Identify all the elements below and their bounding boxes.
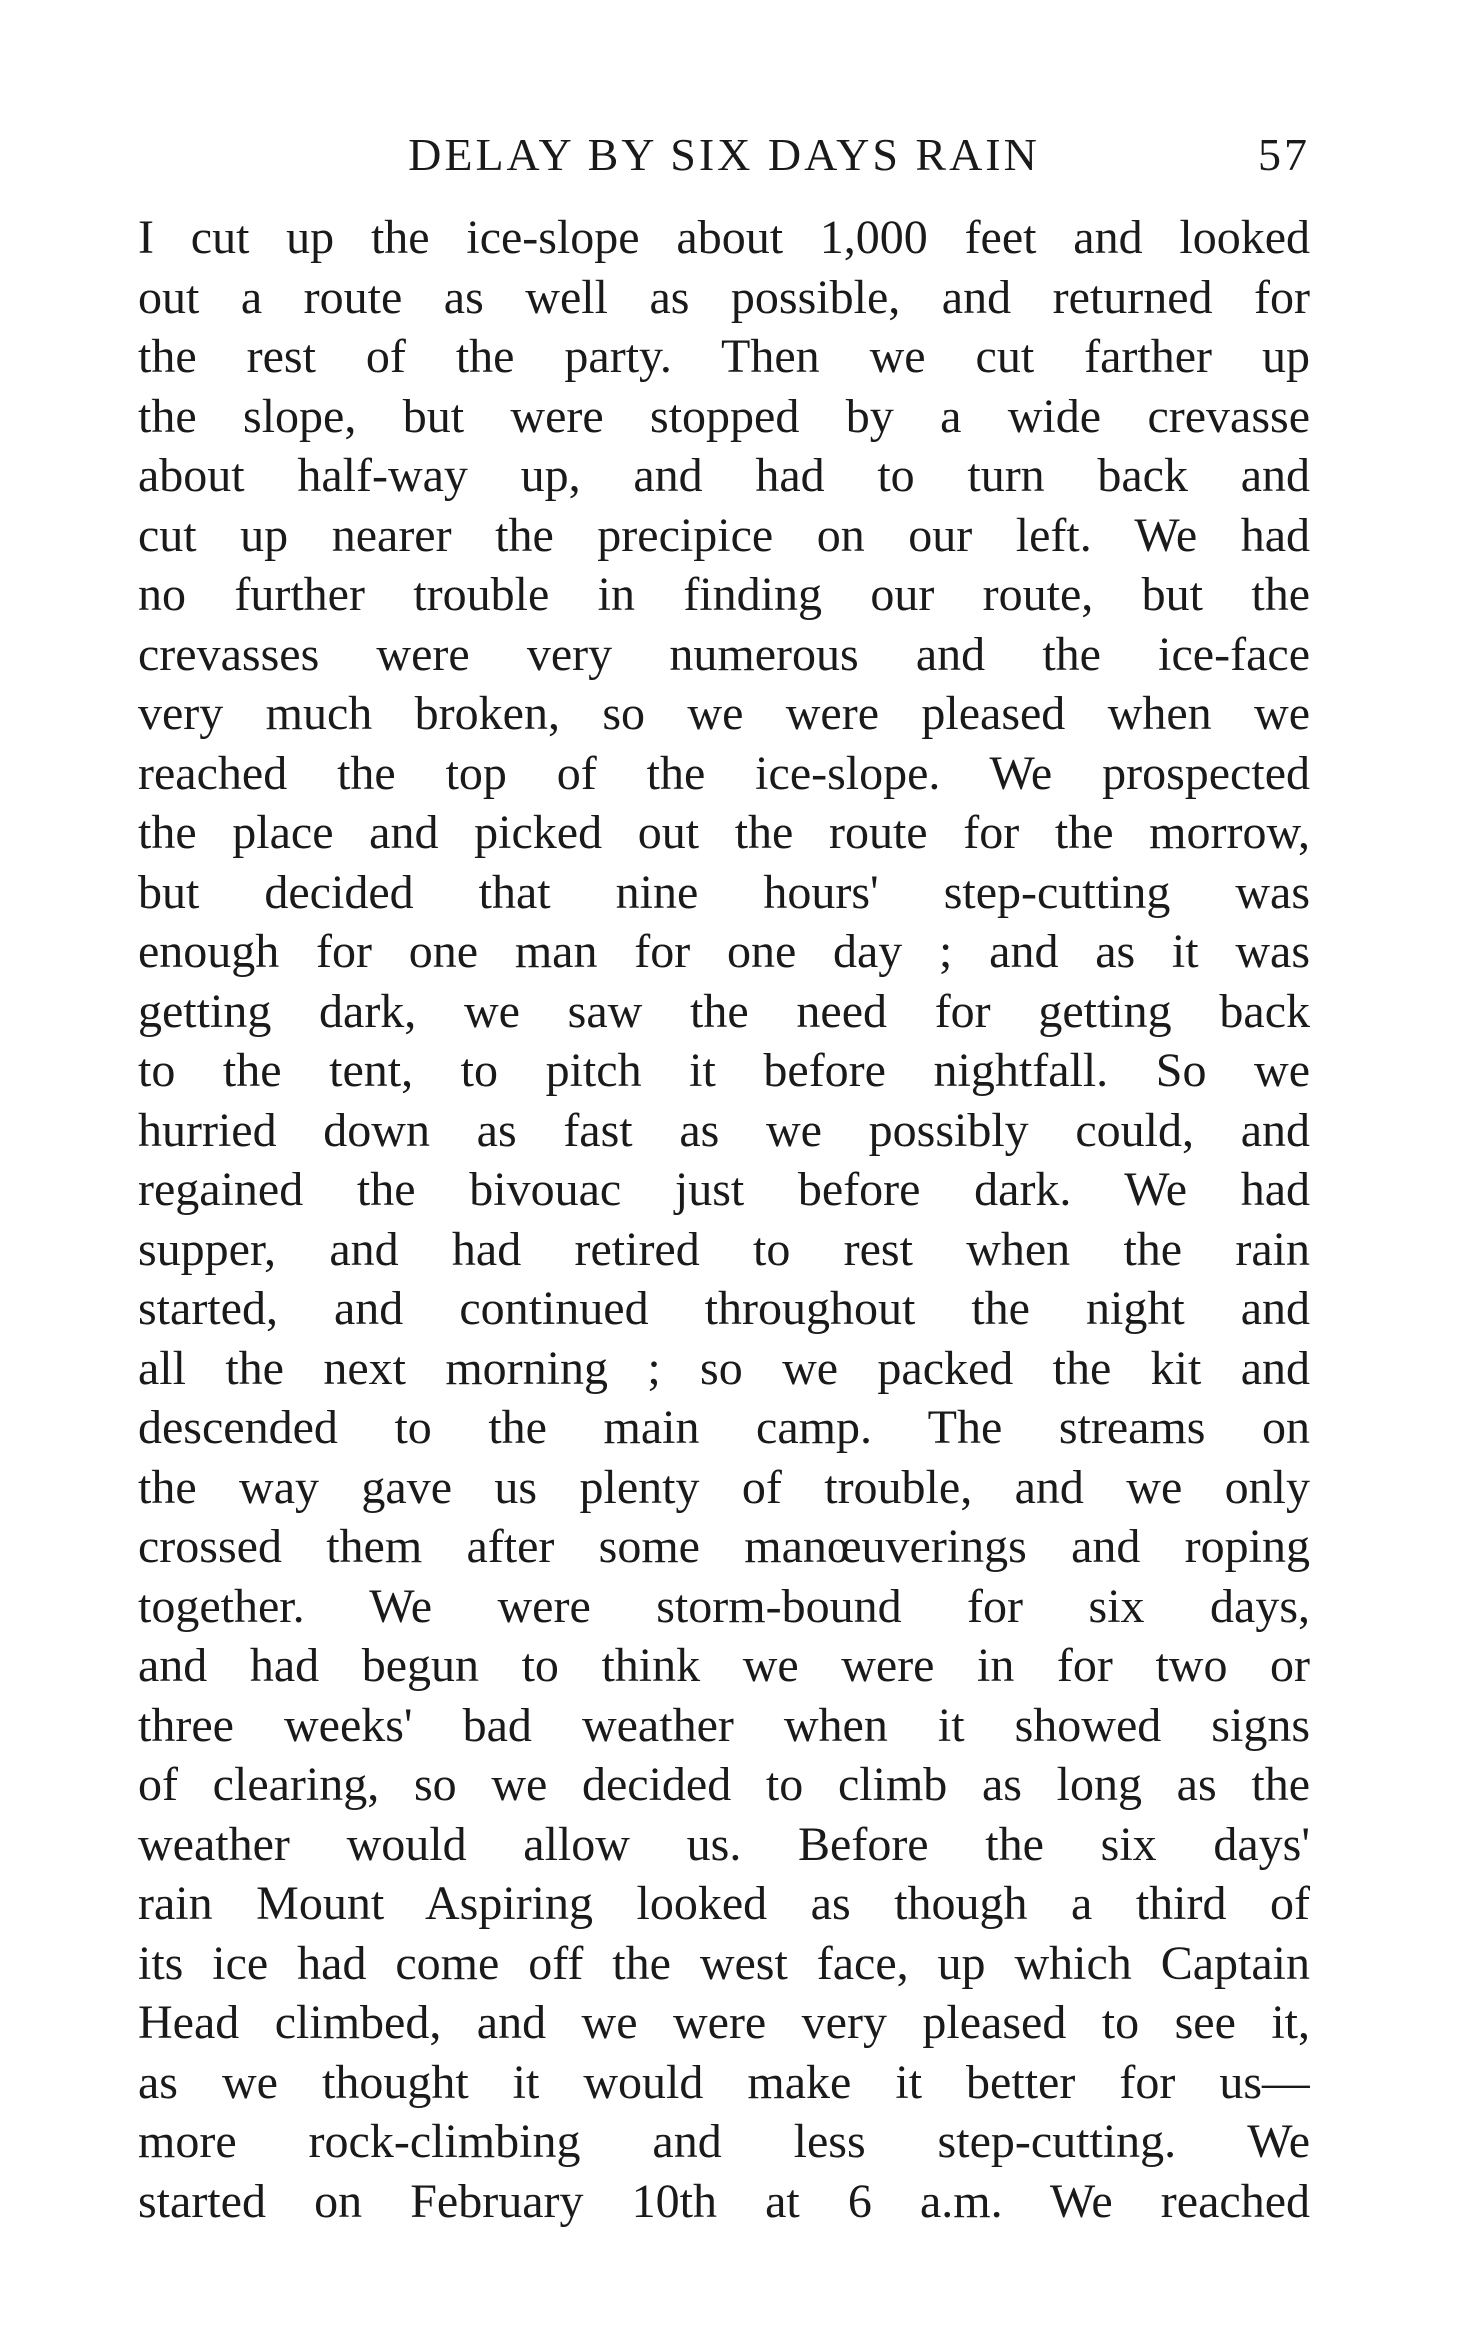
text-line: more rock-climbing and less step-cutting. We [138, 2115, 1310, 2168]
page-number: 57 [1258, 129, 1310, 180]
text-line: regained the bivouac just before dark. We had [138, 1163, 1310, 1216]
text-line: but decided that nine hours' step-cutting was [138, 865, 1310, 919]
text-line: the way gave us plenty of trouble, and we only [138, 1460, 1310, 1514]
text-line: the rest of the party. Then we cut farther up [138, 330, 1310, 383]
text-line: about half-way up, and had to turn back and [138, 449, 1310, 502]
text-line: very much broken, so we were pleased when we [138, 687, 1310, 740]
text-line: enough for one man for one day ; and as it was [138, 925, 1310, 978]
text-line: rain Mount Aspiring looked as though a third of [138, 1877, 1310, 1930]
running-head [138, 128, 1310, 198]
text-line: crossed them after some manœuverings and roping [138, 1520, 1310, 1573]
body-text [138, 208, 1310, 2231]
text-line: Head climbed, and we were very pleased to see it, [138, 1996, 1310, 2049]
text-line: getting dark, we saw the need for getting back [138, 984, 1310, 1038]
text-line: no further trouble in finding our route, but the [138, 568, 1310, 621]
text-line: reached the top of the ice-slope. We prospected [138, 746, 1310, 800]
text-line: started on February 10th at 6 a.m. We reached [138, 2174, 1310, 2228]
text-line: of clearing, so we decided to climb as long as the [138, 1758, 1310, 1811]
text-line: all the next morning ; so we packed the kit and [138, 1341, 1310, 1395]
text-line: descended to the main camp. The streams on [138, 1401, 1310, 1454]
text-line: three weeks' bad weather when it showed signs [138, 1698, 1310, 1752]
text-line: and had begun to think we were in for two or [138, 1639, 1310, 1692]
text-line: the slope, but were stopped by a wide crevasse [138, 389, 1310, 443]
text-line: started, and continued throughout the night and [138, 1282, 1310, 1335]
text-line: cut up nearer the precipice on our left. We had [138, 508, 1310, 562]
running-title: DELAY BY SIX DAYS RAIN [408, 129, 1040, 180]
text-line: I cut up the ice-slope about 1,000 feet and looked [138, 211, 1310, 264]
text-line: supper, and had retired to rest when the rain [138, 1222, 1310, 1276]
text-line: as we thought it would make it better for us— [138, 2055, 1310, 2109]
text-line: hurried down as fast as we possibly could, and [138, 1103, 1310, 1157]
text-line: the place and picked out the route for the morrow, [138, 806, 1310, 859]
text-line: together. We were storm-bound for six days, [138, 1579, 1310, 1633]
text-line: crevasses were very numerous and the ice-face [138, 627, 1310, 681]
text-line: weather would allow us. Before the six days' [138, 1817, 1310, 1871]
text-line: its ice had come off the west face, up which Captain [138, 1936, 1310, 1990]
text-line: to the tent, to pitch it before nightfall. So we [138, 1044, 1310, 1097]
text-line: out a route as well as possible, and returned for [138, 270, 1310, 324]
